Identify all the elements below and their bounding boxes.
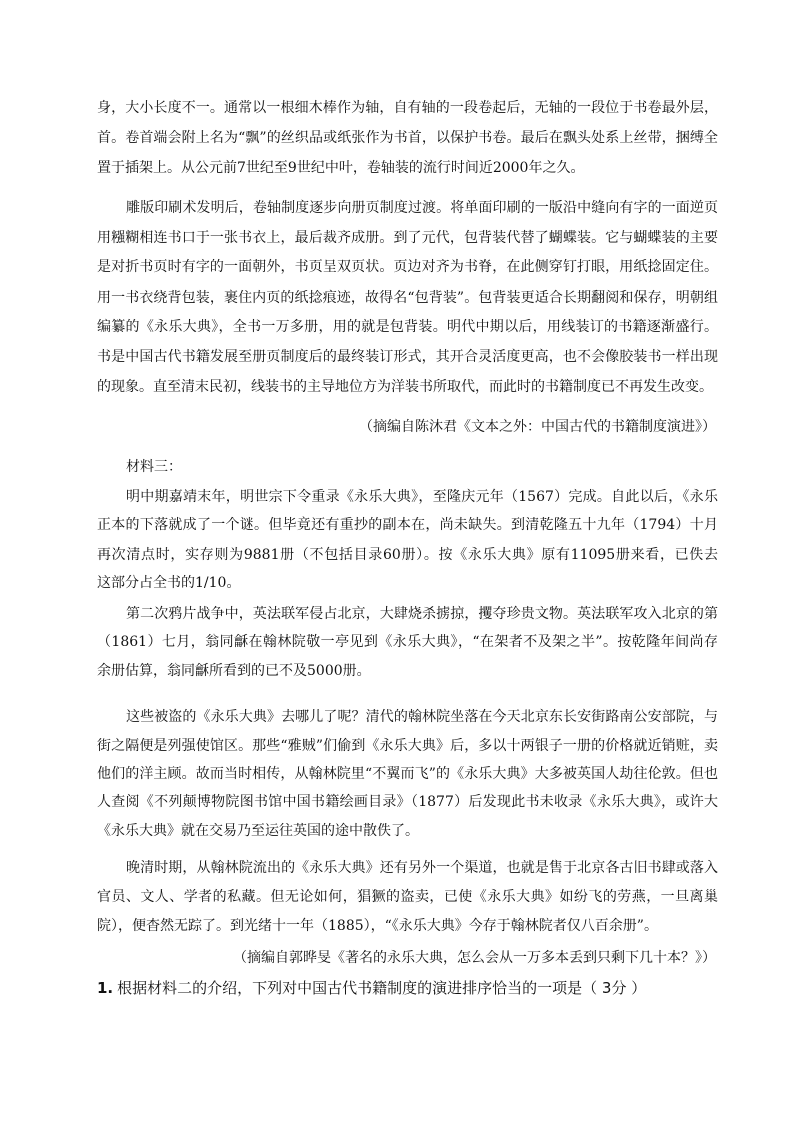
paragraph-line: 明中期嘉靖末年，明世宗下令重录《永乐大典》，至隆庆元年（1567）完成。自此以后，《永乐 bbox=[126, 489, 718, 505]
citation: （摘编自陈沐君《文本之外：中国古代的书籍制度演进》） bbox=[359, 419, 716, 435]
paragraph-line: 的现象。直至清末民初，线装书的主导地位方为洋装书所取代，而此时的书籍制度已不再发生改变。 bbox=[97, 379, 713, 395]
paragraph-line: 正本的下落就成了一个谜。但毕竟还有重抄的副本在，尚未缺失。到清乾隆五十九年（1794）十月 bbox=[97, 517, 718, 533]
paragraph-line: 编纂的《永乐大典》，全书一万多册，用的就是包背装。明代中期以后，用线装订的书籍逐渐盛行。 bbox=[97, 319, 718, 335]
question-1 bbox=[97, 978, 646, 998]
paragraph-line: 院），便杳然无踪了。到光绪十一年（1885），“《永乐大典》今存于翰林院者仅八百余册”。 bbox=[97, 918, 658, 934]
paragraph-line: 这些被盗的《永乐大典》去哪儿了呢？清代的翰林院坐落在今天北京东长安街路南公安部院，与 bbox=[126, 709, 718, 725]
paragraph-line: 《永乐大典》就在交易乃至运往英国的途中散佚了。 bbox=[97, 823, 419, 839]
paragraph-line: 雕版印刷术发明后，卷轴制度逐步向册页制度过渡。将单面印刷的一版沿中缝向有字的一面逆页 bbox=[126, 200, 718, 216]
paragraph-line: 他们的洋主顾。故而当时相传，从翰林院里“不翼而飞”的《永乐大典》大多被英国人劫往伦敦。但也 bbox=[97, 766, 718, 782]
paragraph-line: 身，大小长度不一。通常以一根细木棒作为轴，自有轴的一段卷起后，无轴的一段位于书卷最外层， bbox=[97, 100, 718, 116]
paragraph-line: 用糨糊相连书口于一张书衣上，最后裁齐成册。到了元代，包背装代替了蝴蝶装。它与蝴蝶装的主要 bbox=[97, 230, 718, 246]
paragraph-line: 置于插架上。从公元前7世纪至9世纪中叶，卷轴装的流行时间近2000年之久。 bbox=[97, 160, 585, 176]
paragraph-line: 晚清时期，从翰林院流出的《永乐大典》还有另外一个渠道，也就是售于北京各古旧书肆或落入 bbox=[126, 860, 718, 876]
paragraph-line: 首。卷首端会附上名为“飘”的丝织品或纸张作为书首，以保护书卷。最后在飘头处系上丝带，捆缚全 bbox=[97, 130, 718, 146]
paragraph-line: 书是中国古代书籍发展至册页制度后的最终装订形式，其开合灵活度更高，也不会像胶装书一样出现 bbox=[97, 349, 718, 365]
paragraph-line: 官员、文人、学者的私藏。但无论如何，猖獗的盗卖，已使《永乐大典》如纷飞的劳燕，一旦离巢 bbox=[97, 889, 718, 905]
citation: （摘编自郭晔旻《著名的永乐大典，怎么会从一万多本丢到只剩下几十本？》） bbox=[233, 950, 716, 966]
paragraph-line: 是对折书页时有字的一面朝外，书页呈双页状。页边对齐为书脊，在此侧穿钉打眼，用纸捻固定住。 bbox=[97, 259, 718, 275]
paragraph-line: 街之隔便是列强使馆区。那些“雅贼”们偷到《永乐大典》后，多以十两银子一册的价格就近销赃，卖 bbox=[97, 738, 718, 754]
section-heading: 材料三： bbox=[126, 459, 182, 475]
question-text: 根据材料二的介绍，下列对中国古代书籍制度的演进排序恰当的一项是（ 3分 ） bbox=[117, 979, 647, 997]
question-number: 1. bbox=[97, 979, 114, 997]
paragraph-line: （1861）七月，翁同龢在翰林院敬一亭见到《永乐大典》，“在架者不及架之半”。按乾隆年间尚存 bbox=[97, 634, 718, 650]
paragraph-line: 用一书衣绕背包装，裹住内页的纸捻痕迹，故得名“包背装”。包背装更适合长期翻阅和保存，明朝组 bbox=[97, 290, 718, 306]
paragraph-line: 人查阅《不列颠博物院图书馆中国书籍绘画目录》（1877）后发现此书未收录《永乐大典》，或许大 bbox=[97, 794, 718, 810]
paragraph-line: 再次清点时，实存则为9881册（不包括目录60册）。按《永乐大典》原有11095册来看，已佚去 bbox=[97, 547, 718, 563]
paragraph-line: 第二次鸦片战争中，英法联军侵占北京，大肆烧杀掳掠，攫夺珍贵文物。英法联军攻入北京的第 bbox=[126, 606, 718, 622]
paragraph-line: 这部分占全书的1/10。 bbox=[97, 575, 241, 591]
paragraph-line: 余册估算，翁同龢所看到的已不及5000册。 bbox=[97, 663, 371, 679]
